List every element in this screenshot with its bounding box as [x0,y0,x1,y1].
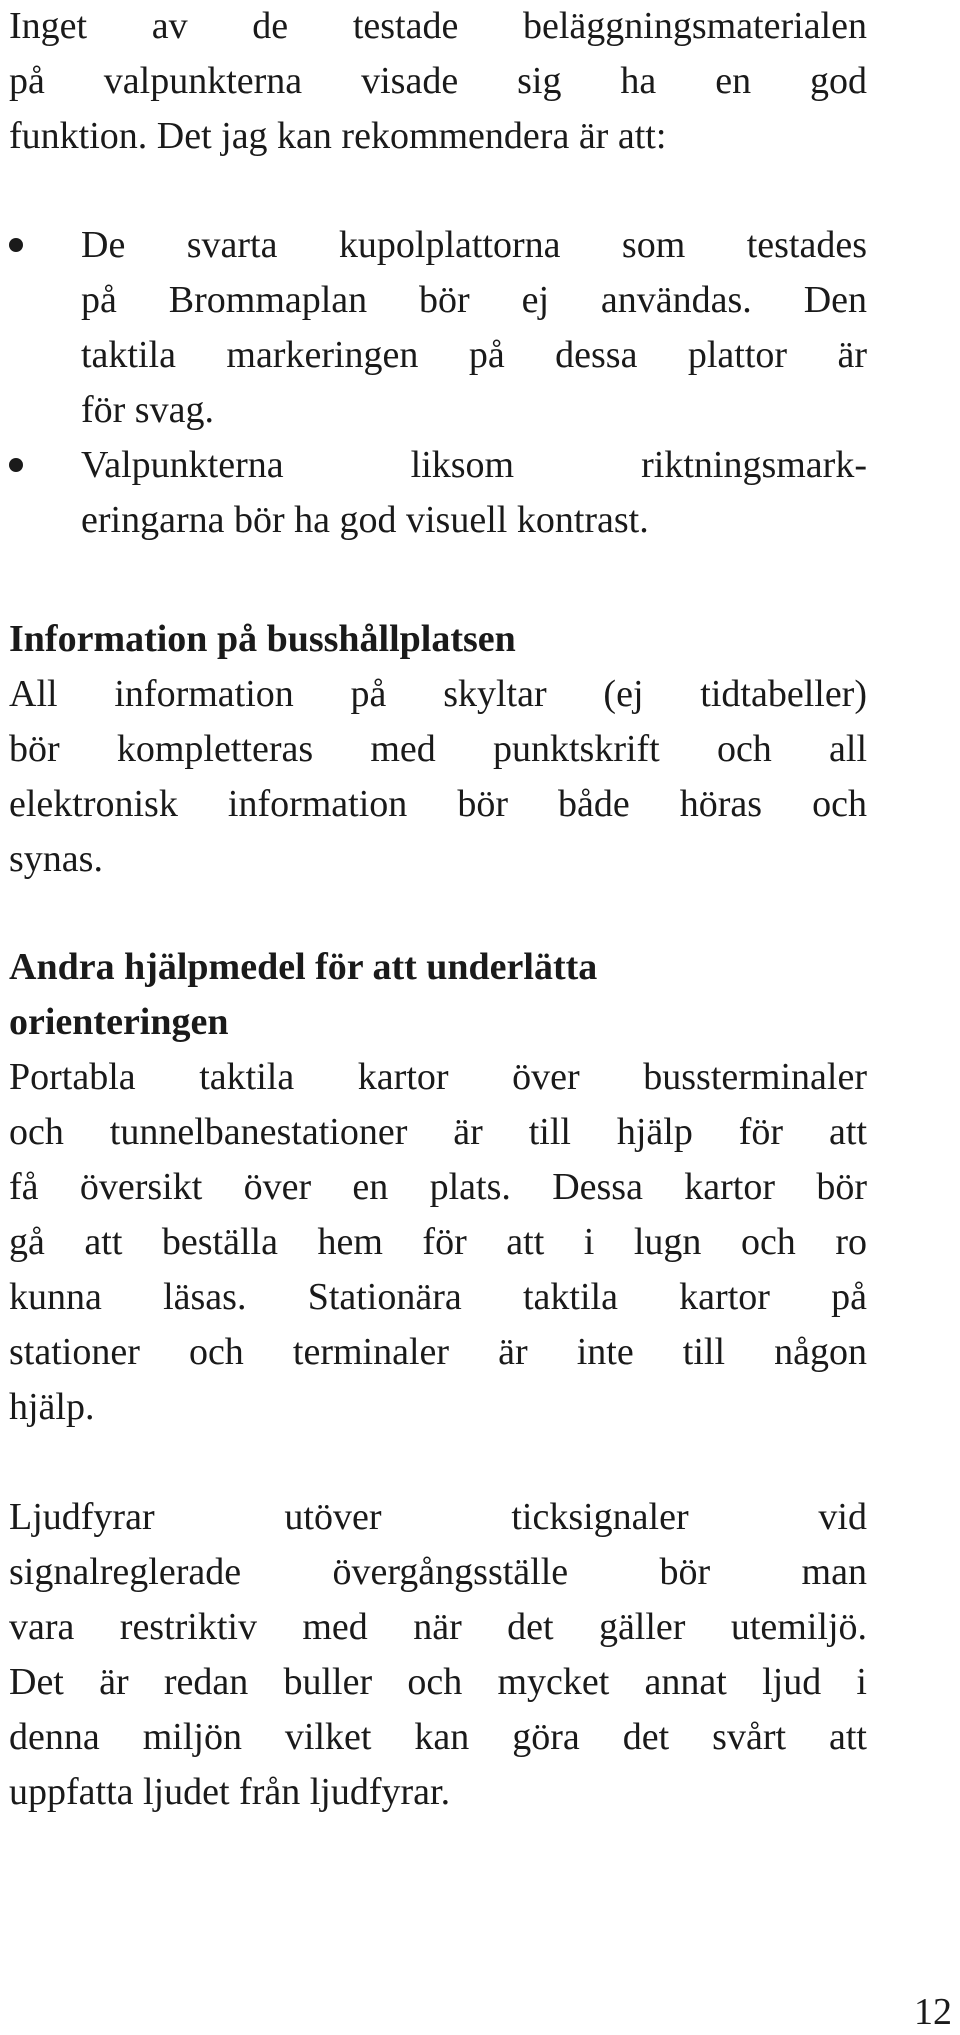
section-heading: orienteringen [9,1001,229,1043]
paragraph-line: vara restriktiv med när det gäller utemiljö. [9,1606,867,1648]
list-item-line: för svag. [81,389,214,431]
paragraph-line: hjälp. [9,1386,95,1428]
section-bus-stop-information [9,612,867,887]
paragraph-line: Det är redan buller och mycket annat ljud i [9,1661,867,1703]
intro-line: Inget av de testade beläggningsmaterialen [9,5,867,47]
paragraph-line: få översikt över en plats. Dessa kartor bör [9,1166,867,1208]
list-item-line: taktila markeringen på dessa plattor är [81,334,867,376]
paragraph-line: stationer och terminaler är inte till någon [9,1331,867,1373]
paragraph-line: denna miljön vilket kan göra det svårt att [9,1716,867,1758]
page-number: 12 [914,1991,952,2033]
section-sound-beacons [9,1490,867,1820]
paragraph-line: kunna läsas. Stationära taktila kartor på [9,1276,867,1318]
section-heading: Andra hjälpmedel för att underlätta [9,946,598,988]
bullet-icon [9,458,23,472]
intro-line: på valpunkterna visade sig ha en god [9,60,867,102]
list-item-line: De svarta kupolplattorna som testades [81,224,867,266]
list-item-line: på Brommaplan bör ej användas. Den [81,279,867,321]
intro-line: funktion. Det jag kan rekommendera är att: [9,115,667,157]
paragraph-line: elektronisk information bör både höras och [9,783,867,825]
list-item [9,438,867,548]
paragraph-line: Portabla taktila kartor över bussterminaler [9,1056,867,1098]
list-item [9,218,867,438]
list-item-line: eringarna bör ha god visuell kontrast. [81,499,649,541]
paragraph-line: uppfatta ljudet från ljudfyrar. [9,1771,451,1813]
intro-paragraph [9,0,867,164]
paragraph-line: synas. [9,838,103,880]
paragraph-line: All information på skyltar (ej tidtabeller) [9,673,867,715]
list-item-line: Valpunkterna liksom riktningsmark- [81,444,867,486]
paragraph-line: gå att beställa hem för att i lugn och ro [9,1221,867,1263]
paragraph-line: signalreglerade övergångsställe bör man [9,1551,867,1593]
paragraph-line: och tunnelbanestationer är till hjälp för att [9,1111,867,1153]
section-heading: Information på busshållplatsen [9,618,516,660]
paragraph-line: bör kompletteras med punktskrift och all [9,728,867,770]
recommendation-list [9,218,867,548]
paragraph-line: Ljudfyrar utöver ticksignaler vid [9,1496,867,1538]
section-orientation-aids [9,940,867,1435]
bullet-icon [9,238,23,252]
